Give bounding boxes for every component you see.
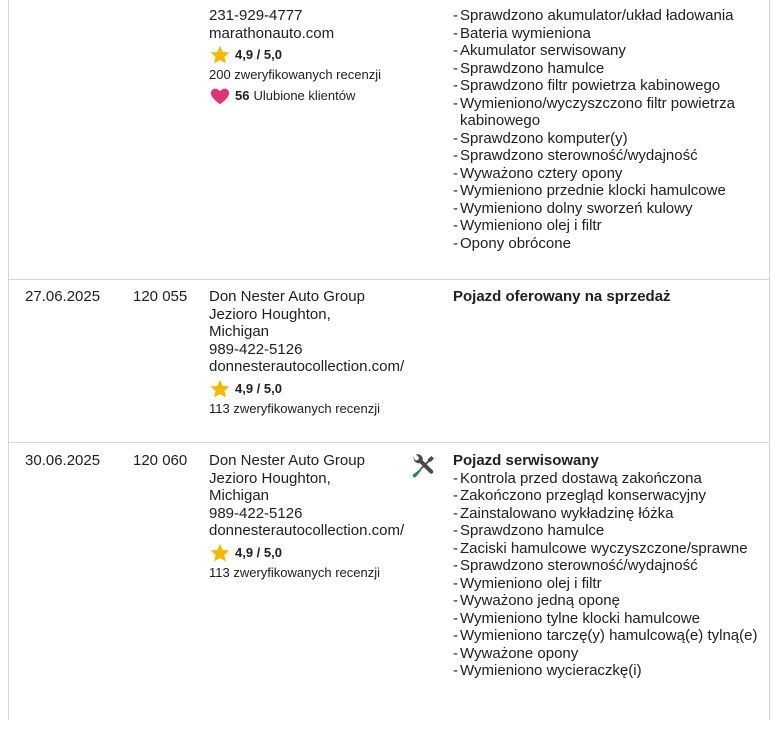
dealer-rating: [209, 378, 405, 400]
list-item: - Sprawdzono hamulce: [453, 522, 763, 540]
list-item: - Sprawdzono filtr powietrza kabinowego: [453, 77, 763, 95]
dealer-name[interactable]: Don Nester Auto Group: [209, 288, 365, 305]
dealer-phone[interactable]: 989-422-5126: [209, 340, 303, 358]
list-item: - Wymieniono olej i filtr: [453, 575, 763, 593]
star-icon: [209, 44, 231, 66]
favorites-count: 56: [235, 88, 250, 104]
list-item: - Kontrola przed dostawą zakończona: [453, 470, 763, 488]
list-item: - Sprawdzono sterowność/wydajność: [453, 147, 763, 165]
reviews-count[interactable]: 113 zweryfikowanych recenzji: [209, 564, 380, 580]
odometer-value: 120 060: [133, 452, 188, 469]
list-item: - Wymieniono tylne klocki hamulcowe: [453, 610, 763, 628]
detail-title: Pojazd serwisowany: [453, 452, 599, 469]
dealer-state: Michigan: [209, 487, 270, 504]
service-details: [453, 7, 763, 252]
dealer-city: Jezioro Houghton,: [209, 469, 331, 487]
history-row: [9, 443, 769, 733]
reviews-count[interactable]: 200 zweryfikowanych recenzji: [209, 67, 381, 82]
list-item: - Sprawdzono sterowność/wydajność: [453, 557, 763, 575]
dealer-city: Jezioro Houghton,: [209, 305, 331, 323]
heart-icon: [209, 85, 231, 107]
service-items: [453, 7, 763, 252]
list-item: - Bateria wymieniona: [453, 25, 763, 43]
list-item: - Wymieniono przednie klocki hamulcowe: [453, 182, 763, 200]
favorites-label: Ulubione klientów: [253, 88, 356, 104]
dealer-info: [209, 452, 405, 582]
history-table: [8, 0, 770, 720]
list-item: - Akumulator serwisowany: [453, 42, 763, 60]
reviews-count[interactable]: 113 zweryfikowanych recenzji: [209, 400, 380, 416]
list-item: - Wymieniono tarczę(y) hamulcową(e) tylną(e): [453, 627, 763, 645]
list-item: - Wyważono cztery opony: [453, 165, 763, 183]
list-item: - Sprawdzono hamulce: [453, 60, 763, 78]
dealer-rating: [209, 542, 405, 564]
rating-value: 4,9 / 5,0: [235, 380, 282, 396]
list-item: - Wymieniono olej i filtr: [453, 217, 763, 235]
star-icon: [209, 378, 231, 400]
record-date: 27.06.2025: [25, 288, 101, 305]
service-details: [453, 452, 763, 680]
dealer-phone[interactable]: 989-422-5126: [209, 504, 303, 522]
list-item: - Sprawdzono komputer(y): [453, 130, 763, 148]
dealer-phone[interactable]: 231-929-4777: [209, 7, 303, 24]
dealer-name[interactable]: Don Nester Auto Group: [209, 452, 365, 469]
list-item: - Sprawdzono akumulator/układ ładowania: [453, 7, 763, 25]
record-date: 30.06.2025: [25, 452, 101, 469]
list-item: - Wyważone opony: [453, 645, 763, 663]
star-icon: [209, 542, 231, 564]
dealer-state: Michigan: [209, 323, 270, 340]
history-row: [9, 280, 769, 443]
list-item: - Wymieniono dolny sworzeń kulowy: [453, 200, 763, 218]
rating-value: 4,9 / 5,0: [235, 47, 282, 63]
dealer-rating: [209, 44, 405, 66]
list-item: - Zakończono przegląd konserwacyjny: [453, 487, 763, 505]
service-details: [453, 288, 763, 306]
service-items: [453, 470, 763, 680]
detail-title: Pojazd oferowany na sprzedaż: [453, 288, 671, 305]
favorites: [209, 85, 405, 107]
dealer-info: [209, 288, 405, 418]
list-item: - Zainstalowano wykładzinę łóżka: [453, 505, 763, 523]
dealer-info: [209, 7, 405, 107]
rating-value: 4,9 / 5,0: [235, 544, 282, 560]
wrench-screwdriver-icon: [409, 453, 437, 481]
list-item: - Zaciski hamulcowe wyczyszczone/sprawne: [453, 540, 763, 558]
dealer-website[interactable]: donnesterautocollection.com/: [209, 522, 405, 539]
history-row: [9, 0, 769, 280]
dealer-website[interactable]: donnesterautocollection.com/: [209, 358, 405, 375]
list-item: - Wyważono jedną oponę: [453, 592, 763, 610]
list-item: - Opony obrócone: [453, 235, 763, 253]
odometer-value: 120 055: [133, 288, 188, 305]
list-item: - Wymieniono wycieraczkę(i): [453, 662, 763, 680]
list-item: - Wymieniono/wyczyszczono filtr powietrza kabinowego: [453, 95, 763, 130]
service-type-icon: [409, 453, 439, 486]
dealer-website[interactable]: marathonauto.com: [209, 24, 335, 42]
